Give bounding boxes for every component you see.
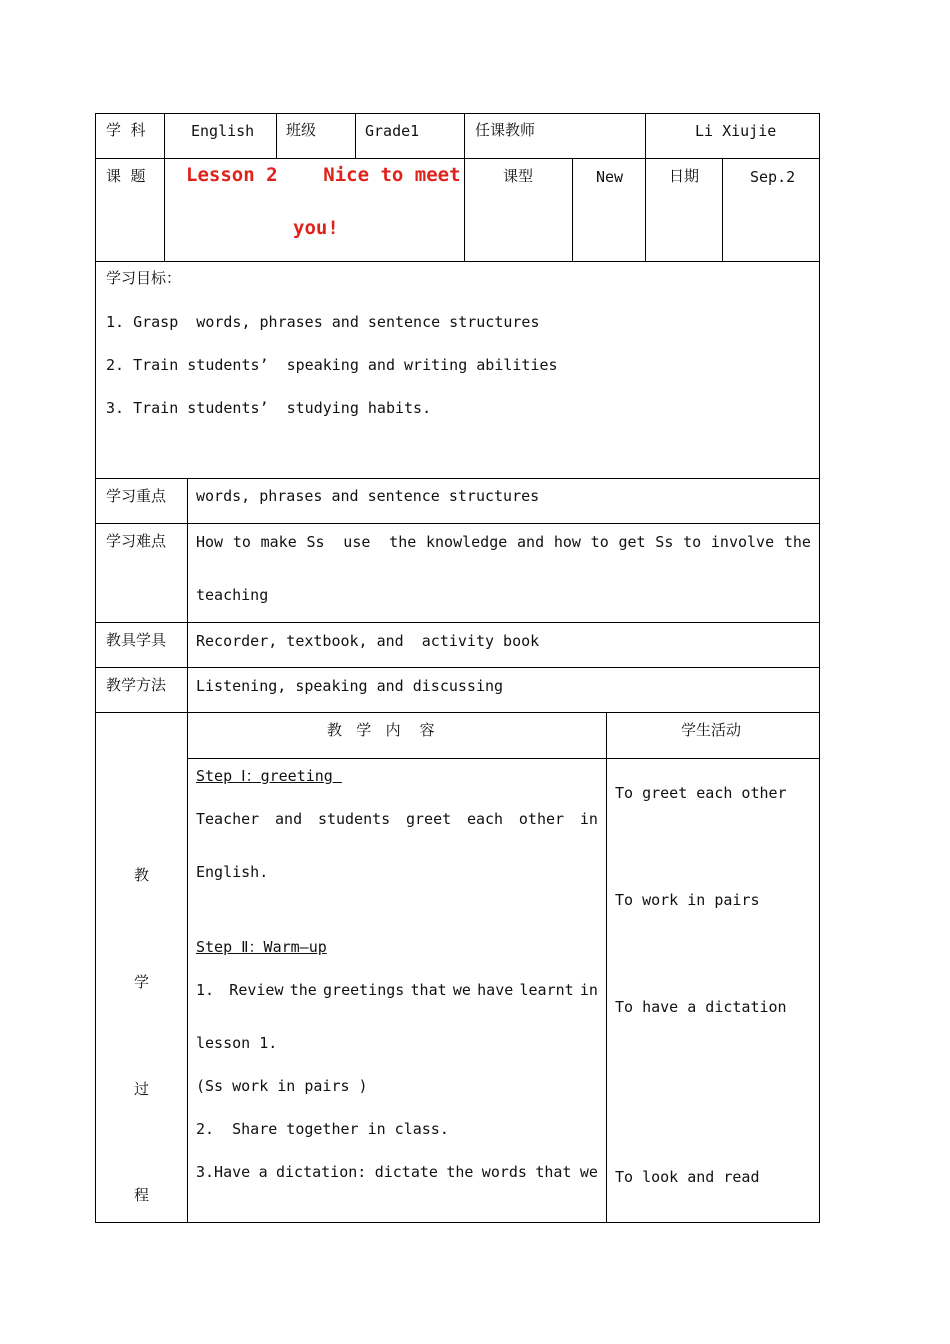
- border-line: [464, 113, 465, 261]
- word: words: [481, 1163, 527, 1181]
- border-line: [95, 113, 96, 1223]
- word: how: [553, 533, 581, 551]
- word: each: [466, 810, 504, 828]
- teacher-label: 任课教师: [475, 121, 536, 139]
- word: dictate: [374, 1163, 438, 1181]
- word: dictation:: [276, 1163, 367, 1181]
- step1-title: Step Ⅰ：greeting: [196, 767, 342, 785]
- content-header: 教 学 内 容: [327, 721, 435, 739]
- word: get: [618, 533, 646, 551]
- word: Ss: [306, 533, 325, 551]
- word: that: [535, 1163, 572, 1181]
- student-activity: To greet each other: [615, 784, 787, 802]
- word: the: [380, 533, 417, 551]
- student-activity: To work in pairs: [615, 891, 760, 909]
- student-activity: To have a dictation: [615, 998, 787, 1016]
- topic-title-line1: Lesson 2 Nice to meet: [186, 164, 461, 186]
- key-points-value: words, phrases and sentence structures: [196, 487, 540, 505]
- border-line: [606, 712, 607, 1223]
- border-line: [95, 478, 820, 479]
- word: Review: [220, 981, 284, 999]
- step2-note: (Ss work in pairs ): [196, 1077, 368, 1095]
- word: 3.Have: [196, 1163, 251, 1181]
- border-line: [164, 113, 165, 261]
- border-line: [95, 158, 820, 159]
- word: to: [683, 533, 702, 551]
- border-line: [95, 1222, 820, 1223]
- objective-item: 3. Train students’ studying habits.: [106, 399, 432, 417]
- word: learnt: [519, 981, 574, 999]
- word: and: [275, 810, 303, 828]
- border-line: [187, 478, 188, 1223]
- date-label: 日期: [669, 167, 700, 185]
- topic-title-line2: you!: [293, 217, 339, 239]
- border-line: [187, 758, 820, 759]
- border-line: [572, 158, 573, 261]
- word: in: [579, 981, 598, 999]
- activity-header: 学生活动: [681, 721, 742, 739]
- teacher-value: Li Xiujie: [695, 122, 777, 140]
- word: and: [517, 533, 545, 551]
- tools-value: Recorder, textbook, and activity book: [196, 632, 540, 650]
- border-line: [722, 158, 723, 261]
- date-value: Sep.2: [750, 168, 796, 186]
- student-activity: To look and read: [615, 1168, 760, 1186]
- methods-value: Listening, speaking and discussing: [196, 677, 504, 695]
- objective-item: 1. Grasp words, phrases and sentence structures: [106, 313, 540, 331]
- methods-label: 教学方法: [106, 676, 167, 694]
- process-side-char: 程: [134, 1186, 150, 1204]
- word: have: [477, 981, 514, 999]
- step2-item3: [196, 1162, 598, 1182]
- type-label: 课型: [503, 167, 534, 185]
- word: the: [446, 1163, 474, 1181]
- word: the: [289, 981, 317, 999]
- border-line: [95, 622, 820, 623]
- step2-item2: 2. Share together in class.: [196, 1120, 449, 1138]
- word: Ss: [655, 533, 674, 551]
- border-line: [95, 261, 820, 262]
- type-value: New: [596, 168, 624, 186]
- step1-line2: English.: [196, 863, 269, 881]
- border-line: [95, 667, 820, 668]
- objective-item: 2. Train students’ speaking and writing abilities: [106, 356, 558, 374]
- border-line: [95, 523, 820, 524]
- process-side-char: 过: [134, 1080, 150, 1098]
- word: in: [579, 810, 598, 828]
- process-side-char: 学: [134, 973, 150, 991]
- word: use: [334, 533, 371, 551]
- word: the: [783, 533, 811, 551]
- border-line: [276, 113, 277, 158]
- word: 1.: [196, 981, 215, 999]
- subject-label: 学 科: [106, 121, 146, 139]
- topic-label: 课 题: [106, 167, 146, 185]
- word: greet: [406, 810, 452, 828]
- word: knowledge: [426, 533, 508, 551]
- step1-line1: [196, 809, 598, 829]
- border-line: [645, 113, 646, 261]
- difficulties-line2: teaching: [196, 586, 269, 604]
- word: involve: [710, 533, 775, 551]
- step2-title: Step Ⅱ：Warm—up: [196, 938, 327, 956]
- word: greetings: [323, 981, 405, 999]
- word: How: [196, 533, 224, 551]
- key-points-label: 学习重点: [106, 487, 167, 505]
- border-line: [95, 113, 820, 114]
- word: a: [258, 1163, 268, 1181]
- word: make: [260, 533, 297, 551]
- border-line: [95, 712, 820, 713]
- word: we: [579, 1163, 598, 1181]
- word: that: [410, 981, 447, 999]
- step2-item1-line1: [196, 980, 598, 1000]
- class-label: 班级: [286, 121, 317, 139]
- step2-item1-line2: lesson 1.: [196, 1034, 278, 1052]
- objectives-heading: 学习目标：: [106, 269, 182, 287]
- class-value: Grade1: [365, 122, 420, 140]
- difficulties-line1: [196, 532, 811, 552]
- difficulties-label: 学习难点: [106, 532, 167, 550]
- word: Teacher: [196, 810, 260, 828]
- tools-label: 教具学具: [106, 631, 167, 649]
- word: other: [518, 810, 565, 828]
- word: students: [317, 810, 391, 828]
- border-line: [355, 113, 356, 158]
- border-line: [819, 113, 820, 1223]
- word: to: [590, 533, 609, 551]
- subject-value: English: [191, 122, 255, 140]
- process-side-char: 教: [134, 866, 150, 884]
- word: we: [452, 981, 471, 999]
- word: to: [232, 533, 251, 551]
